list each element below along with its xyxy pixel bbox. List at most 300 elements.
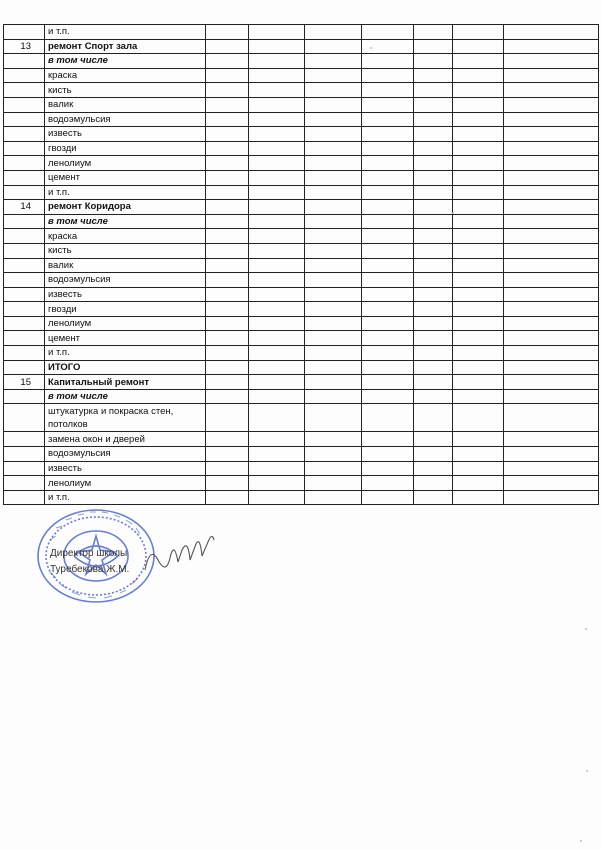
row-number-cell	[4, 127, 45, 142]
empty-value-cell	[206, 127, 249, 142]
empty-value-cell	[362, 331, 414, 346]
empty-value-cell	[414, 156, 453, 171]
row-number-cell	[4, 287, 45, 302]
empty-value-cell	[362, 316, 414, 331]
empty-value-cell	[206, 141, 249, 156]
empty-value-cell	[362, 54, 414, 69]
empty-value-cell	[249, 273, 305, 288]
table-row	[4, 185, 599, 200]
empty-value-cell	[249, 302, 305, 317]
empty-value-cell	[362, 68, 414, 83]
empty-value-cell	[206, 39, 249, 54]
empty-value-cell	[362, 432, 414, 447]
row-number-cell	[4, 112, 45, 127]
empty-value-cell	[305, 302, 362, 317]
empty-value-cell	[206, 156, 249, 171]
empty-value-cell	[305, 141, 362, 156]
empty-value-cell	[305, 476, 362, 491]
empty-value-cell	[249, 243, 305, 258]
empty-value-cell	[453, 476, 504, 491]
empty-value-cell	[206, 214, 249, 229]
empty-value-cell	[504, 432, 599, 447]
empty-value-cell	[504, 185, 599, 200]
empty-value-cell	[453, 97, 504, 112]
empty-value-cell	[453, 185, 504, 200]
empty-value-cell	[453, 302, 504, 317]
item-label-cell: известь	[45, 127, 206, 142]
empty-value-cell	[206, 185, 249, 200]
item-label-cell: известь	[45, 287, 206, 302]
row-number-cell	[4, 461, 45, 476]
empty-value-cell	[453, 68, 504, 83]
item-label-cell: Капитальный ремонт	[45, 375, 206, 390]
empty-value-cell	[504, 97, 599, 112]
empty-value-cell	[249, 316, 305, 331]
table-row	[4, 25, 599, 40]
item-label-cell: цемент	[45, 331, 206, 346]
empty-value-cell	[453, 287, 504, 302]
row-number-cell	[4, 360, 45, 375]
empty-value-cell	[362, 461, 414, 476]
empty-value-cell	[249, 258, 305, 273]
empty-value-cell	[249, 156, 305, 171]
item-label-cell: ремонт Спорт зала	[45, 39, 206, 54]
empty-value-cell	[504, 287, 599, 302]
empty-value-cell	[362, 25, 414, 40]
empty-value-cell	[414, 200, 453, 215]
empty-value-cell	[414, 25, 453, 40]
row-number-cell	[4, 83, 45, 98]
table-body	[4, 25, 599, 505]
row-number-cell	[4, 389, 45, 404]
empty-value-cell	[414, 39, 453, 54]
empty-value-cell	[414, 229, 453, 244]
empty-value-cell	[249, 476, 305, 491]
table-row	[4, 258, 599, 273]
empty-value-cell	[305, 214, 362, 229]
empty-value-cell	[362, 447, 414, 462]
empty-value-cell	[305, 68, 362, 83]
empty-value-cell	[504, 170, 599, 185]
empty-value-cell	[504, 68, 599, 83]
empty-value-cell	[504, 447, 599, 462]
empty-value-cell	[249, 141, 305, 156]
empty-value-cell	[504, 229, 599, 244]
signature-block	[50, 546, 129, 578]
empty-value-cell	[362, 112, 414, 127]
empty-value-cell	[362, 127, 414, 142]
empty-value-cell	[305, 461, 362, 476]
empty-value-cell	[249, 25, 305, 40]
empty-value-cell	[249, 39, 305, 54]
empty-value-cell	[305, 375, 362, 390]
empty-value-cell	[453, 258, 504, 273]
empty-value-cell	[414, 346, 453, 361]
item-label-cell: замена окон и дверей	[45, 432, 206, 447]
empty-value-cell	[414, 331, 453, 346]
empty-value-cell	[362, 258, 414, 273]
item-label-cell: ленолиум	[45, 476, 206, 491]
empty-value-cell	[249, 68, 305, 83]
item-label-cell: водоэмульсия	[45, 273, 206, 288]
table-row	[4, 476, 599, 491]
empty-value-cell	[206, 97, 249, 112]
item-label-cell: в том числе	[45, 214, 206, 229]
row-number-cell	[4, 346, 45, 361]
empty-value-cell	[504, 141, 599, 156]
empty-value-cell	[453, 54, 504, 69]
empty-value-cell	[504, 39, 599, 54]
empty-value-cell	[414, 97, 453, 112]
item-label-cell: ИТОГО	[45, 360, 206, 375]
table-row	[4, 331, 599, 346]
empty-value-cell	[249, 97, 305, 112]
empty-value-cell	[504, 112, 599, 127]
empty-value-cell	[453, 346, 504, 361]
empty-value-cell	[249, 331, 305, 346]
empty-value-cell	[504, 273, 599, 288]
budget-table	[3, 24, 599, 505]
table-row	[4, 490, 599, 505]
table-row	[4, 141, 599, 156]
row-number-cell	[4, 404, 45, 432]
empty-value-cell	[305, 25, 362, 40]
empty-value-cell	[414, 170, 453, 185]
row-number-cell	[4, 490, 45, 505]
scan-speck	[580, 840, 582, 842]
empty-value-cell	[206, 432, 249, 447]
table-row	[4, 127, 599, 142]
row-number-cell	[4, 54, 45, 69]
empty-value-cell	[504, 461, 599, 476]
empty-value-cell	[206, 243, 249, 258]
empty-value-cell	[206, 273, 249, 288]
empty-value-cell	[305, 316, 362, 331]
empty-value-cell	[453, 461, 504, 476]
empty-value-cell	[362, 287, 414, 302]
empty-value-cell	[305, 258, 362, 273]
empty-value-cell	[504, 375, 599, 390]
empty-value-cell	[206, 331, 249, 346]
empty-value-cell	[453, 432, 504, 447]
empty-value-cell	[504, 404, 599, 432]
item-label-cell: краска	[45, 68, 206, 83]
empty-value-cell	[453, 243, 504, 258]
empty-value-cell	[305, 389, 362, 404]
row-number-cell	[4, 476, 45, 491]
empty-value-cell	[453, 156, 504, 171]
empty-value-cell	[305, 112, 362, 127]
empty-value-cell	[504, 214, 599, 229]
empty-value-cell	[249, 490, 305, 505]
table-row	[4, 214, 599, 229]
empty-value-cell	[362, 214, 414, 229]
empty-value-cell	[504, 346, 599, 361]
empty-value-cell	[206, 258, 249, 273]
empty-value-cell	[206, 476, 249, 491]
empty-value-cell	[453, 25, 504, 40]
row-number-cell	[4, 331, 45, 346]
empty-value-cell	[453, 39, 504, 54]
empty-value-cell	[453, 360, 504, 375]
signature-title: Директор школы	[50, 548, 128, 559]
signature-scribble-icon	[140, 530, 220, 590]
row-number-cell: 13	[4, 39, 45, 54]
row-number-cell	[4, 185, 45, 200]
empty-value-cell	[362, 170, 414, 185]
empty-value-cell	[206, 316, 249, 331]
empty-value-cell	[453, 127, 504, 142]
row-number-cell	[4, 97, 45, 112]
item-label-cell: и т.п.	[45, 25, 206, 40]
item-label-cell: в том числе	[45, 54, 206, 69]
empty-value-cell	[249, 447, 305, 462]
item-label-cell: кисть	[45, 83, 206, 98]
item-label-cell: валик	[45, 258, 206, 273]
empty-value-cell	[453, 389, 504, 404]
empty-value-cell	[362, 200, 414, 215]
empty-value-cell	[206, 404, 249, 432]
table-row	[4, 54, 599, 69]
empty-value-cell	[249, 229, 305, 244]
item-label-cell: и т.п.	[45, 490, 206, 505]
empty-value-cell	[504, 200, 599, 215]
empty-value-cell	[414, 360, 453, 375]
empty-value-cell	[414, 54, 453, 69]
empty-value-cell	[504, 316, 599, 331]
empty-value-cell	[362, 476, 414, 491]
item-label-cell: штукатурка и покраска стен, потолков	[45, 404, 206, 432]
empty-value-cell	[504, 25, 599, 40]
signature-name: Туребекова Ж.М.	[50, 564, 130, 575]
empty-value-cell	[504, 156, 599, 171]
empty-value-cell	[305, 243, 362, 258]
empty-value-cell	[414, 447, 453, 462]
empty-value-cell	[206, 461, 249, 476]
empty-value-cell	[414, 273, 453, 288]
table-row	[4, 83, 599, 98]
empty-value-cell	[414, 432, 453, 447]
empty-value-cell	[305, 404, 362, 432]
empty-value-cell	[504, 302, 599, 317]
row-number-cell	[4, 258, 45, 273]
empty-value-cell	[249, 375, 305, 390]
empty-value-cell	[206, 346, 249, 361]
table-row	[4, 461, 599, 476]
empty-value-cell	[249, 404, 305, 432]
item-label-cell: известь	[45, 461, 206, 476]
empty-value-cell	[414, 287, 453, 302]
empty-value-cell	[206, 170, 249, 185]
row-number-cell: 14	[4, 200, 45, 215]
table-row	[4, 156, 599, 171]
item-label-cell: и т.п.	[45, 346, 206, 361]
item-label-cell: и т.п.	[45, 185, 206, 200]
empty-value-cell	[305, 447, 362, 462]
empty-value-cell	[362, 389, 414, 404]
empty-value-cell	[504, 476, 599, 491]
empty-value-cell	[504, 389, 599, 404]
table-row	[4, 302, 599, 317]
empty-value-cell	[206, 25, 249, 40]
empty-value-cell	[504, 243, 599, 258]
empty-value-cell	[249, 287, 305, 302]
empty-value-cell	[305, 185, 362, 200]
table-row	[4, 316, 599, 331]
empty-value-cell	[414, 389, 453, 404]
item-label-cell: валик	[45, 97, 206, 112]
empty-value-cell	[206, 54, 249, 69]
empty-value-cell	[453, 316, 504, 331]
empty-value-cell	[362, 156, 414, 171]
empty-value-cell	[249, 214, 305, 229]
empty-value-cell	[249, 170, 305, 185]
empty-value-cell	[414, 214, 453, 229]
empty-value-cell	[206, 200, 249, 215]
empty-value-cell	[362, 375, 414, 390]
row-number-cell	[4, 273, 45, 288]
row-number-cell	[4, 302, 45, 317]
empty-value-cell	[453, 83, 504, 98]
table-row	[4, 404, 599, 432]
empty-value-cell	[414, 476, 453, 491]
empty-value-cell	[249, 112, 305, 127]
empty-value-cell	[504, 258, 599, 273]
empty-value-cell	[362, 360, 414, 375]
empty-value-cell	[249, 185, 305, 200]
empty-value-cell	[414, 258, 453, 273]
table-row	[4, 432, 599, 447]
empty-value-cell	[362, 490, 414, 505]
empty-value-cell	[206, 229, 249, 244]
empty-value-cell	[414, 112, 453, 127]
empty-value-cell	[206, 302, 249, 317]
empty-value-cell	[414, 490, 453, 505]
empty-value-cell	[414, 302, 453, 317]
empty-value-cell	[206, 68, 249, 83]
empty-value-cell	[249, 54, 305, 69]
table-row	[4, 375, 599, 390]
empty-value-cell	[362, 404, 414, 432]
row-number-cell	[4, 214, 45, 229]
empty-value-cell	[362, 346, 414, 361]
scan-speck	[452, 212, 454, 214]
table-row	[4, 360, 599, 375]
empty-value-cell	[362, 185, 414, 200]
row-number-cell	[4, 156, 45, 171]
empty-value-cell	[362, 302, 414, 317]
row-number-cell	[4, 68, 45, 83]
item-label-cell: водоэмульсия	[45, 112, 206, 127]
table-row	[4, 39, 599, 54]
empty-value-cell	[504, 331, 599, 346]
table-row	[4, 346, 599, 361]
empty-value-cell	[414, 404, 453, 432]
empty-value-cell	[414, 375, 453, 390]
empty-value-cell	[453, 200, 504, 215]
empty-value-cell	[414, 68, 453, 83]
empty-value-cell	[414, 127, 453, 142]
table-row	[4, 170, 599, 185]
table-row	[4, 229, 599, 244]
row-number-cell	[4, 432, 45, 447]
empty-value-cell	[206, 490, 249, 505]
empty-value-cell	[305, 170, 362, 185]
item-label-cell: кисть	[45, 243, 206, 258]
empty-value-cell	[206, 375, 249, 390]
empty-value-cell	[206, 360, 249, 375]
empty-value-cell	[305, 97, 362, 112]
empty-value-cell	[453, 112, 504, 127]
item-label-cell: гвозди	[45, 141, 206, 156]
row-number-cell	[4, 447, 45, 462]
item-label-cell: ленолиум	[45, 316, 206, 331]
table-row	[4, 389, 599, 404]
empty-value-cell	[305, 360, 362, 375]
empty-value-cell	[305, 432, 362, 447]
table-row	[4, 200, 599, 215]
table-row	[4, 112, 599, 127]
empty-value-cell	[504, 360, 599, 375]
empty-value-cell	[305, 200, 362, 215]
empty-value-cell	[249, 360, 305, 375]
item-label-cell: ремонт Коридора	[45, 200, 206, 215]
scan-speck	[586, 770, 588, 772]
empty-value-cell	[453, 447, 504, 462]
row-number-cell	[4, 229, 45, 244]
scan-speck	[585, 628, 587, 630]
empty-value-cell	[305, 490, 362, 505]
empty-value-cell	[453, 404, 504, 432]
empty-value-cell	[362, 243, 414, 258]
empty-value-cell	[206, 83, 249, 98]
row-number-cell: 15	[4, 375, 45, 390]
row-number-cell	[4, 25, 45, 40]
item-label-cell: цемент	[45, 170, 206, 185]
empty-value-cell	[249, 83, 305, 98]
empty-value-cell	[305, 331, 362, 346]
empty-value-cell	[453, 273, 504, 288]
empty-value-cell	[453, 214, 504, 229]
empty-value-cell	[249, 200, 305, 215]
empty-value-cell	[305, 287, 362, 302]
empty-value-cell	[414, 141, 453, 156]
table-row	[4, 447, 599, 462]
empty-value-cell	[249, 389, 305, 404]
empty-value-cell	[453, 141, 504, 156]
empty-value-cell	[206, 112, 249, 127]
empty-value-cell	[206, 447, 249, 462]
empty-value-cell	[249, 346, 305, 361]
empty-value-cell	[453, 229, 504, 244]
item-label-cell: водоэмульсия	[45, 447, 206, 462]
empty-value-cell	[305, 83, 362, 98]
empty-value-cell	[305, 273, 362, 288]
row-number-cell	[4, 141, 45, 156]
item-label-cell: краска	[45, 229, 206, 244]
empty-value-cell	[504, 127, 599, 142]
empty-value-cell	[414, 461, 453, 476]
row-number-cell	[4, 316, 45, 331]
scan-speck	[370, 47, 372, 49]
empty-value-cell	[305, 54, 362, 69]
empty-value-cell	[414, 316, 453, 331]
empty-value-cell	[362, 273, 414, 288]
table-row	[4, 68, 599, 83]
empty-value-cell	[504, 490, 599, 505]
empty-value-cell	[453, 375, 504, 390]
empty-value-cell	[305, 229, 362, 244]
